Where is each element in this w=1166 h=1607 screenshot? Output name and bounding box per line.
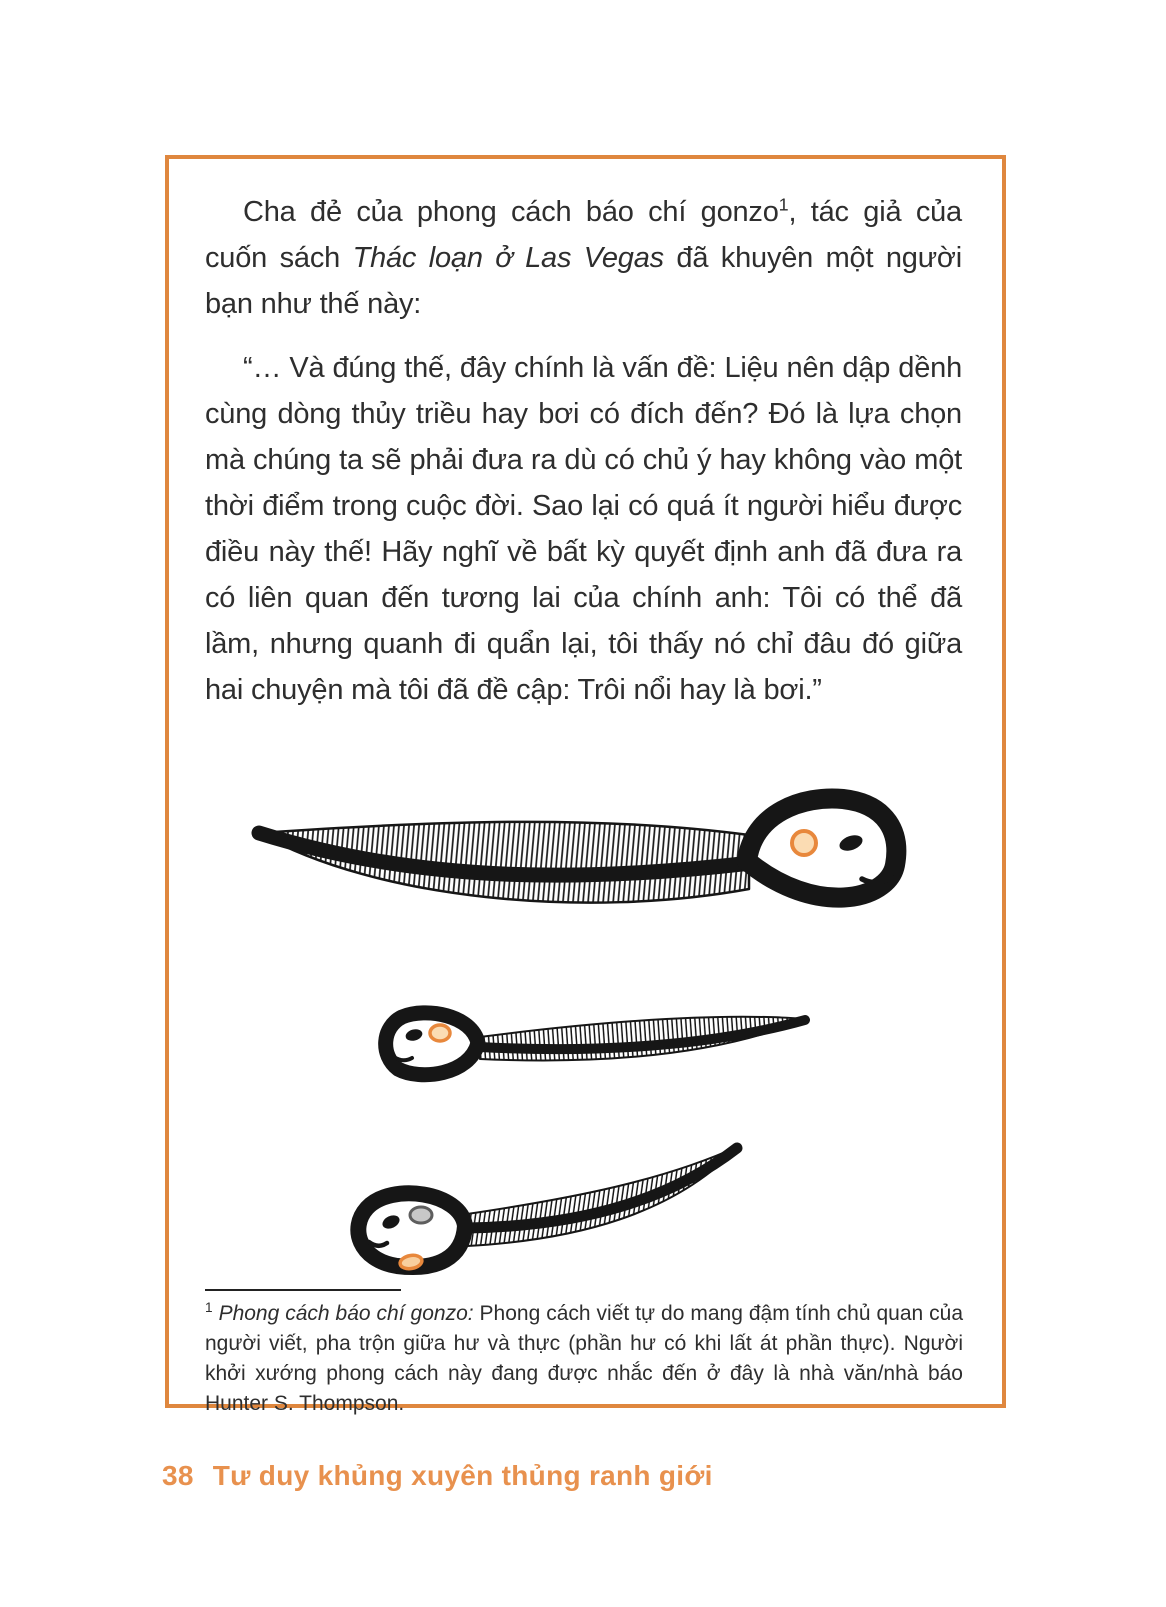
page-number: 38 — [162, 1460, 194, 1491]
paragraph-intro — [205, 189, 962, 327]
footnote-term: Phong cách báo chí gonzo: — [218, 1302, 474, 1325]
intro-text-3: đã khuyên một người bạn như thế này: — [205, 242, 962, 320]
quote-box — [165, 155, 1006, 1415]
fish-small-icon — [345, 1138, 745, 1270]
quote-text-block — [205, 189, 962, 713]
footnote — [205, 1299, 963, 1419]
fish-medium-icon — [378, 1001, 810, 1079]
fish-large-icon — [255, 785, 907, 937]
intro-text-2: , tác giả của cuốn sách — [205, 196, 962, 274]
footnote-marker-inline: 1 — [778, 194, 789, 215]
footnote-marker: 1 — [205, 1300, 213, 1315]
book-title-italic: Thác loạn ở Las Vegas — [352, 242, 664, 274]
footnote-divider — [205, 1289, 401, 1291]
footnote-body: Phong cách viết tự do mang đậm tính chủ quan của người viết, pha trộn giữa hư và thực (phần hư có khi lất át phần thực). Người khởi xướng phong cách này đang được nhắc đến ở đây là nhà văn/nhà báo Hunter S. Thompson. — [205, 1302, 963, 1415]
page-footer — [162, 1460, 713, 1492]
book-title: Tư duy khủng xuyên thủng ranh giới — [212, 1460, 713, 1491]
footnote-block — [205, 1289, 963, 1419]
intro-text-1: Cha đẻ của phong cách báo chí gonzo — [243, 196, 779, 228]
paragraph-quote: “… Và đúng thế, đây chính là vấn đề: Liệu nên dập dềnh cùng dòng thủy triều hay bơi có đích đến? Đó là lựa chọn mà chúng ta sẽ phải đưa ra dù có chủ ý hay không vào một thời điểm trong cuộc đời. Sao lại có quá ít người hiểu được điều này thế! Hãy nghĩ về bất kỳ quyết định anh đã đưa ra có liên quan đến tương lai của chính anh: Tôi có thể đã lầm, nhưng quanh đi quẩn lại, tôi thấy nó chỉ đâu đó giữa hai chuyện mà tôi đã đề cập: Trôi nổi hay là bơi.” — [205, 352, 962, 706]
